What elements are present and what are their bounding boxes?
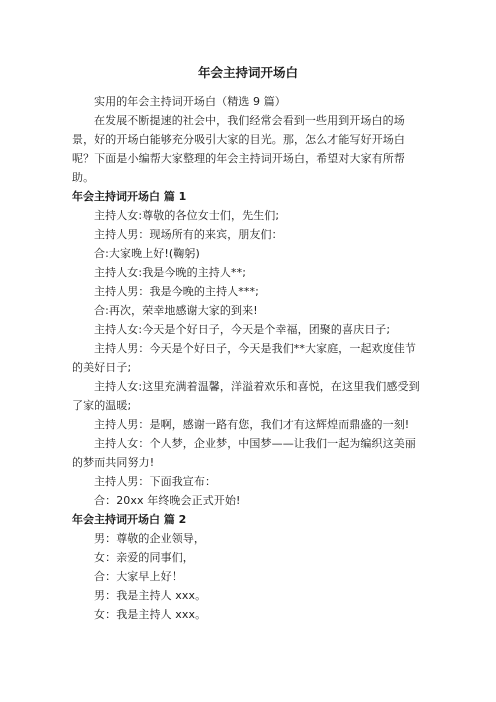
dialogue-line: 主持人女:这里充满着温馨，洋溢着欢乐和喜悦，在这里我们感受到了家的温暖; — [72, 380, 420, 412]
section-heading: 年会主持词开场白 篇 2 — [72, 513, 187, 526]
dialogue-line: 主持人女:今天是个好日子，今天是个幸福，团聚的喜庆日子; — [94, 323, 391, 336]
section-1 — [72, 187, 424, 510]
dialogue-line: 主持人男：是啊，感谢一路有您，我们才有这辉煌而鼎盛的一刻! — [94, 418, 410, 431]
subtitle-paragraph: 实用的年会主持词开场白（精选 9 篇） — [94, 95, 286, 108]
dialogue-line: 女：我是主持人 xxx。 — [94, 608, 207, 621]
dialogue-line: 合：20xx 年终晚会正式开始! — [94, 494, 241, 507]
section-2 — [72, 510, 424, 624]
dialogue-line: 主持人男：下面我宣布： — [94, 475, 217, 488]
dialogue-line: 合：大家早上好！ — [94, 570, 183, 583]
dialogue-line: 男：尊敬的企业领导， — [94, 532, 205, 545]
dialogue-line: 主持人女：个人梦，企业梦，中国梦——让我们一起为编织这美丽的梦而共同努力! — [72, 437, 416, 469]
dialogue-line: 男：我是主持人 xxx。 — [94, 589, 207, 602]
dialogue-line: 女：亲爱的同事们， — [94, 551, 194, 564]
document-title: 年会主持词开场白 — [197, 65, 298, 80]
document-page — [72, 64, 424, 624]
dialogue-line: 主持人女:我是今晚的主持人**; — [94, 266, 247, 279]
dialogue-line: 主持人男：今天是个好日子，今天是我们**大家庭，一起欢度佳节的美好日子; — [72, 342, 416, 374]
intro-paragraph: 在发展不断提速的社会中，我们经常会看到一些用到开场白的场景，好的开场白能够充分吸引大家的目光。那，怎么才能写好开场白呢？下面是小编帮大家整理的年会主持词开场白，希望对大家有所帮助。 — [72, 114, 405, 184]
dialogue-line: 主持人男：现场所有的来宾，朋友们： — [94, 228, 283, 241]
dialogue-line: 主持人女:尊敬的各位女士们，先生们; — [94, 209, 280, 222]
dialogue-line: 合:再次，荣幸地感谢大家的到来! — [94, 304, 258, 317]
section-heading: 年会主持词开场白 篇 1 — [72, 190, 187, 203]
dialogue-line: 主持人男：我是今晚的主持人***; — [94, 285, 259, 298]
dialogue-line: 合:大家晚上好!(鞠躬) — [94, 247, 200, 260]
